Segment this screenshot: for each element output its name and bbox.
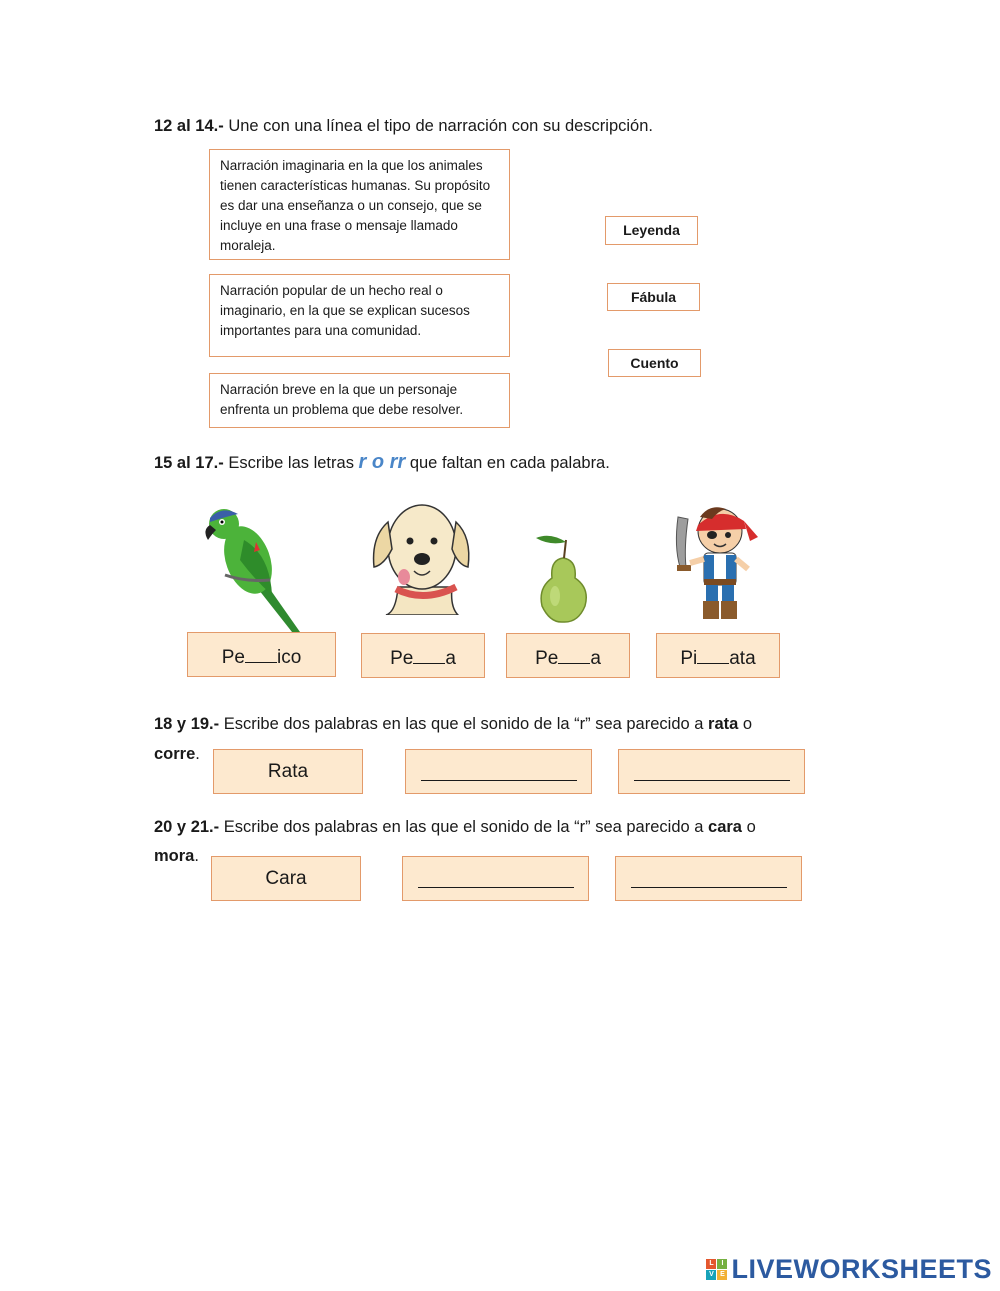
word-box-perra[interactable] [361, 633, 485, 678]
word-suffix: ico [276, 647, 302, 668]
section4-word2: mora [154, 847, 195, 865]
section4-instruction: Escribe dos palabras en las que el sonido de la “r” sea parecido a [223, 818, 704, 836]
answer-field-cara-1[interactable] [402, 856, 589, 901]
dog-image [366, 497, 474, 615]
section3-heading-line2 [154, 745, 200, 764]
section4-heading-line2 [154, 847, 199, 866]
section2-number: 15 al 17.- [154, 454, 224, 472]
word-prefix: Pi [680, 648, 698, 669]
section4-number: 20 y 21.- [154, 818, 220, 836]
word-suffix: ata [729, 648, 756, 669]
section2-highlight: r o rr [358, 451, 406, 473]
section1-heading [154, 117, 653, 136]
answer-line[interactable] [418, 857, 574, 888]
logo-tile: L [706, 1259, 716, 1269]
word-box-perico[interactable] [187, 632, 336, 677]
section2-instruction-before: Escribe las letras [228, 454, 354, 472]
answer-field-cara-2[interactable] [615, 856, 802, 901]
section4-connector: o [746, 818, 756, 836]
logo-text: LIVEWORKSHEETS [731, 1254, 992, 1284]
section3-heading [154, 715, 752, 734]
liveworksheets-logo[interactable] [706, 1254, 992, 1285]
section3-connector: o [742, 715, 753, 733]
description-fabula: Narración imaginaria en la que los animales tienen características humanas. Su propósito es dar una enseñanza o un consejo, que se incluye en una frase o mensaje llamado moraleja. [209, 149, 510, 260]
section1-instruction: Une con una línea el tipo de narración con su descripción. [228, 117, 653, 135]
word-blank[interactable] [245, 644, 277, 663]
word-prefix: Pe [221, 647, 245, 668]
section4-word1: cara [708, 818, 742, 836]
word-blank[interactable] [558, 645, 590, 664]
type-cuento[interactable]: Cuento [608, 349, 701, 377]
word-blank[interactable] [697, 645, 729, 664]
description-cuento: Narración breve en la que un personaje enfrenta un problema que debe resolver. [209, 373, 510, 428]
description-leyenda: Narración popular de un hecho real o imaginario, en la que se explican sucesos importantes para una comunidad. [209, 274, 510, 357]
section1-number: 12 al 14.- [154, 117, 224, 135]
word-suffix: a [445, 648, 456, 669]
word-suffix: a [590, 648, 601, 669]
parrot-image [200, 500, 310, 635]
answer-line[interactable] [631, 857, 787, 888]
section3-instruction: Escribe dos palabras en las que el sonido de la “r” sea parecido a [223, 715, 704, 733]
word-blank[interactable] [413, 645, 445, 664]
pirate-image [670, 497, 765, 625]
example-rata: Rata [213, 749, 363, 794]
pear-image [530, 528, 596, 623]
logo-tile: I [717, 1259, 727, 1269]
logo-tiles-icon [706, 1259, 727, 1280]
logo-tile: V [706, 1270, 716, 1280]
answer-field-rata-2[interactable] [618, 749, 805, 794]
word-box-pirata[interactable] [656, 633, 780, 678]
section3-word2: corre [154, 745, 196, 763]
section2-heading [154, 451, 610, 474]
word-prefix: Pe [390, 648, 414, 669]
answer-line[interactable] [421, 750, 577, 781]
example-cara: Cara [211, 856, 361, 901]
section2-instruction-after: que faltan en cada palabra. [409, 454, 610, 472]
section4-end: . [194, 847, 199, 865]
section3-word1: rata [708, 715, 739, 733]
answer-line[interactable] [634, 750, 790, 781]
logo-tile: E [717, 1270, 727, 1280]
answer-field-rata-1[interactable] [405, 749, 592, 794]
word-box-pera[interactable] [506, 633, 630, 678]
section3-number: 18 y 19.- [154, 715, 220, 733]
type-fabula[interactable]: Fábula [607, 283, 700, 311]
section4-heading [154, 818, 756, 837]
section3-end: . [195, 745, 200, 763]
word-prefix: Pe [535, 648, 559, 669]
type-leyenda[interactable]: Leyenda [605, 216, 698, 245]
